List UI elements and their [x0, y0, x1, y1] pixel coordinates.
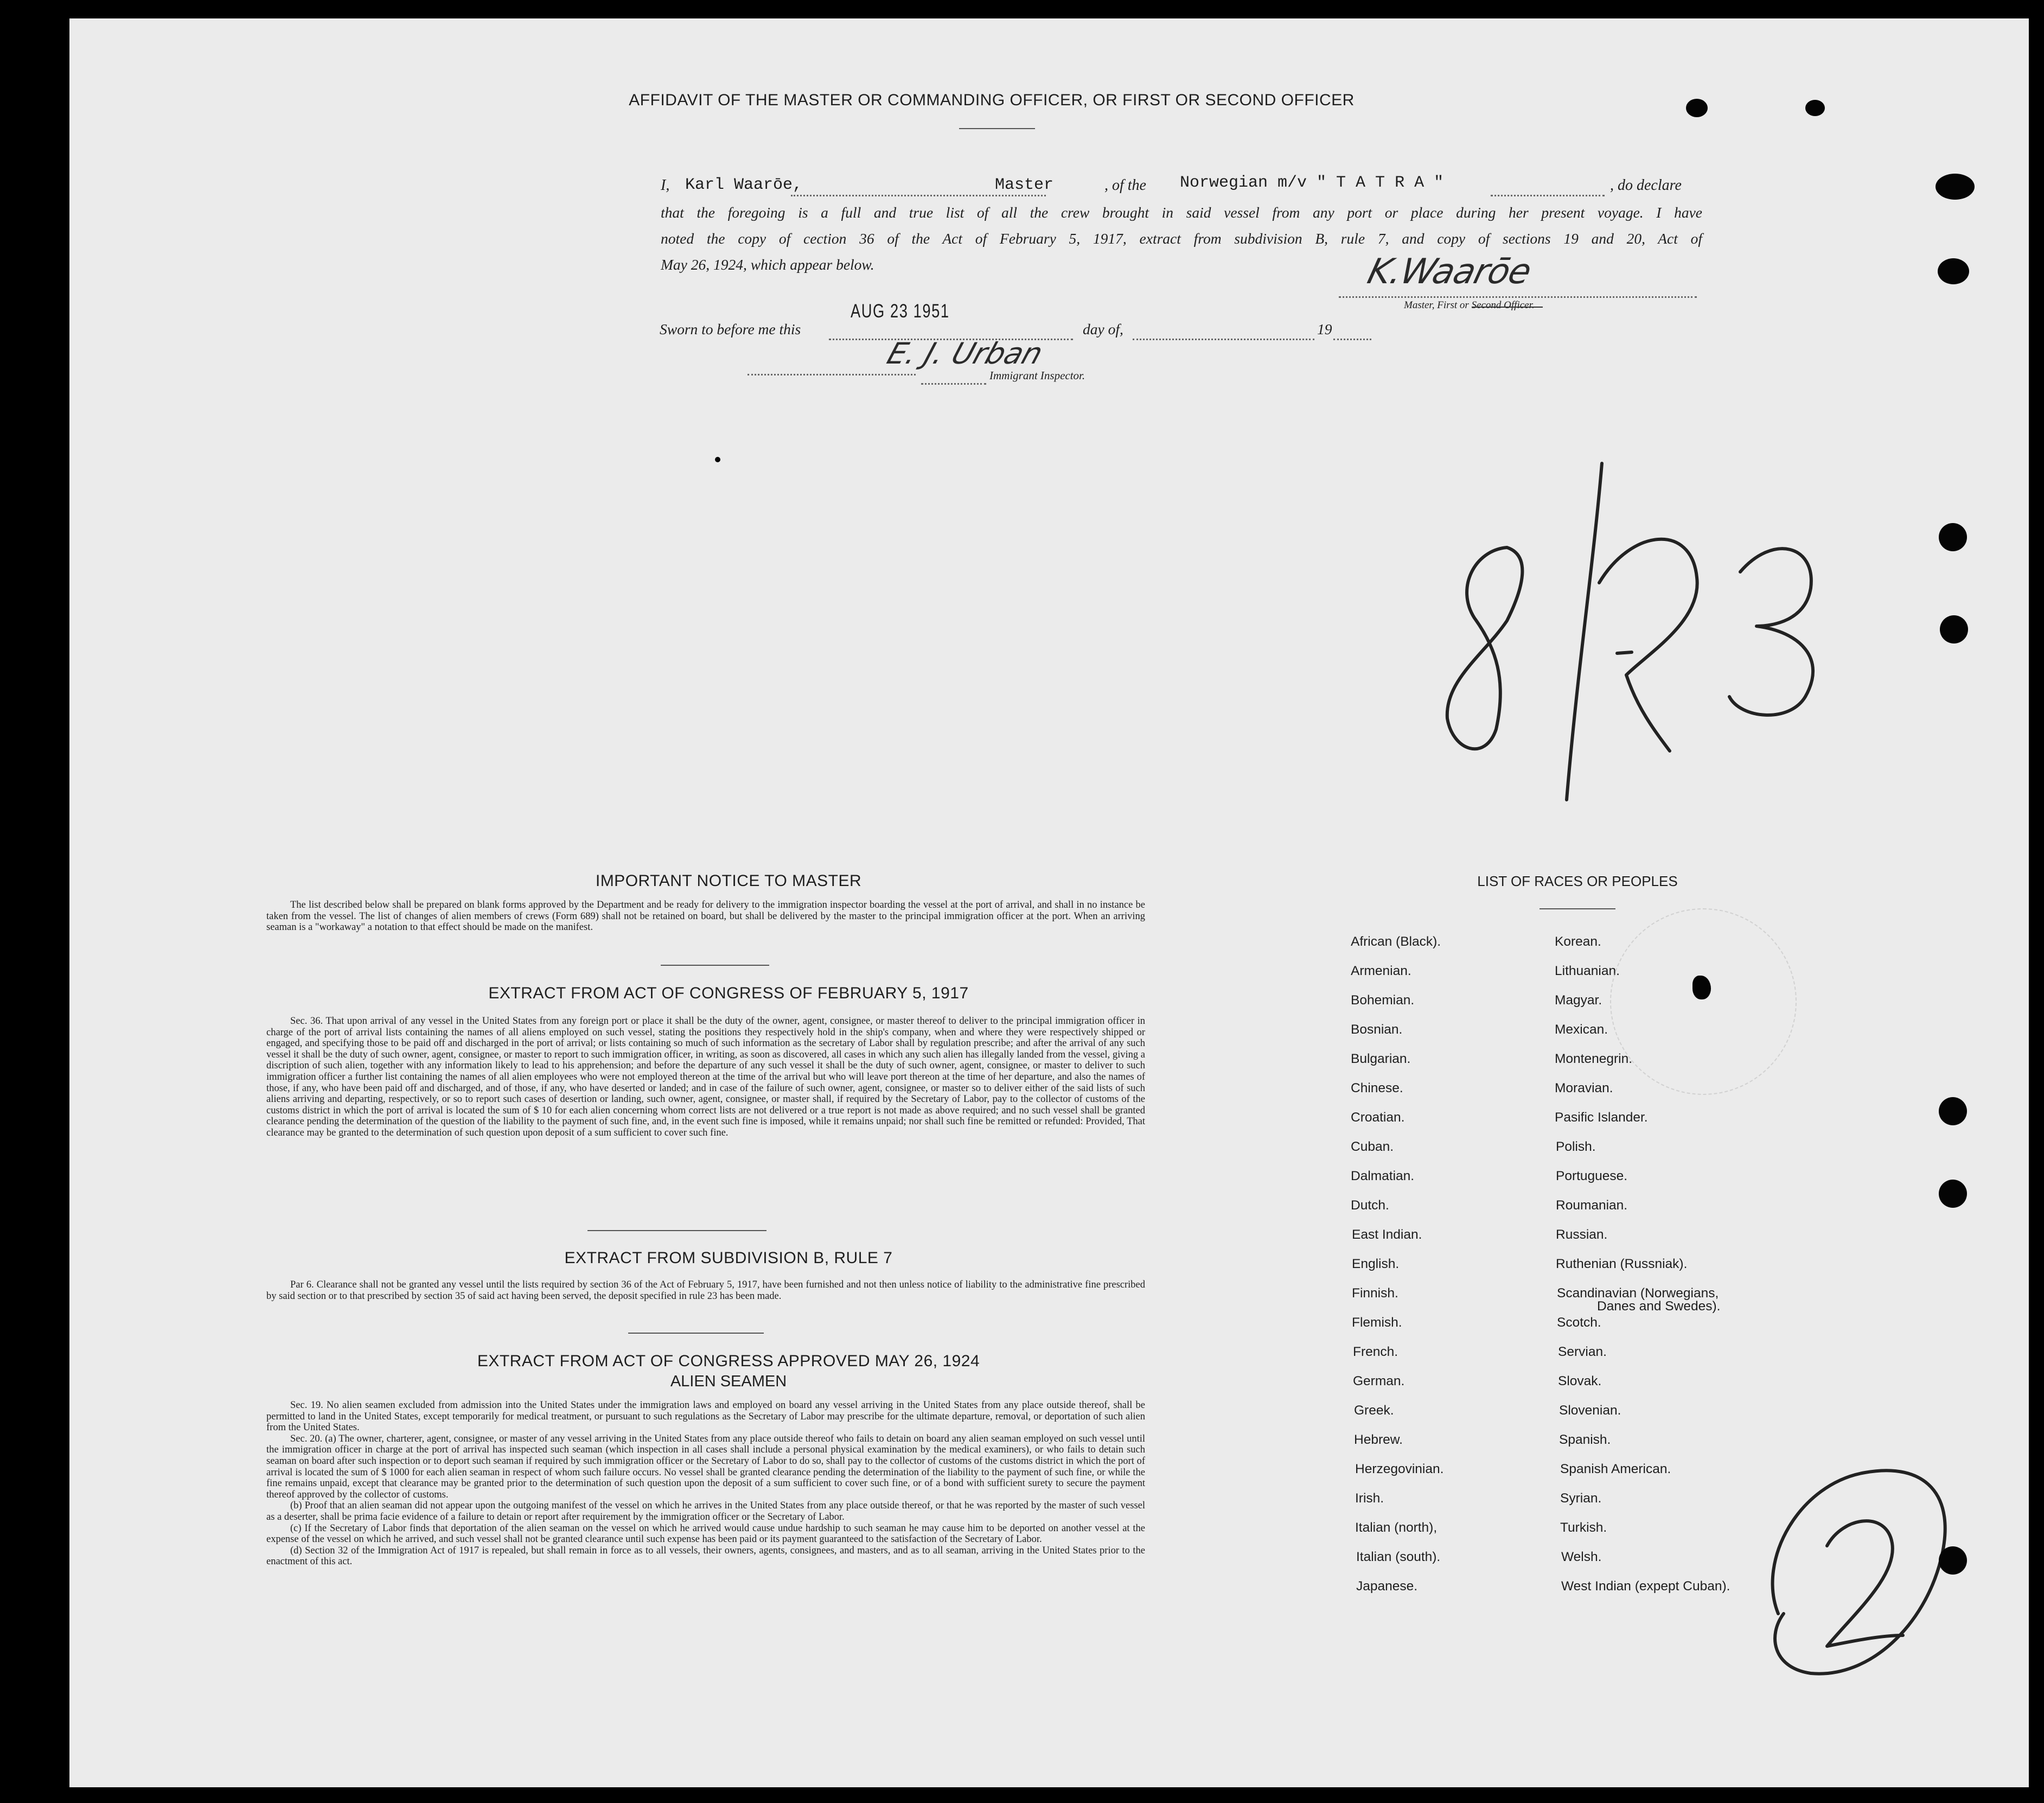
vessel-line [1491, 195, 1605, 196]
punch-hole [1939, 1546, 1967, 1575]
inspector-signature: E. J. Urban [883, 336, 1047, 371]
punch-hole [1939, 523, 1967, 551]
race-left-item: Italian (south). [1356, 1550, 1441, 1564]
declaration-line-2: noted the copy of cection 36 of the Act of February 5, 1917, extract from subdivision B, rule 7, and copy of sections 19 and 20, Act of [661, 230, 1702, 247]
race-left-item: Italian (north), [1355, 1520, 1438, 1535]
sec19-text: Sec. 19. No alien seamen excluded from admission into the United States under the immigration laws and employed on board any vessel arriving in the United States from any place outside thereof, shall be permitted to land in the United States, except temporarily for medical treatment, or pursuant to such regulations as the Secretary of Labor may prescribe for the ultimate departure, removal, or deportation of such alien from the United States. [266, 1400, 1145, 1434]
race-right-item: Syrian. [1560, 1491, 1602, 1506]
punch-hole [1939, 1097, 1967, 1125]
do-declare-label: , do declare [1610, 177, 1682, 194]
rule7-divider [628, 1333, 764, 1334]
race-left-item: Japanese. [1356, 1579, 1418, 1594]
rule7-body [266, 1279, 1145, 1302]
race-left-item: East Indian. [1352, 1227, 1422, 1242]
race-left-item: Chinese. [1351, 1081, 1403, 1095]
race-left-item: Bohemian. [1351, 993, 1415, 1008]
race-right-item: Portuguese. [1556, 1169, 1628, 1183]
race-right-item: Servian. [1558, 1345, 1607, 1359]
ink-speck [715, 457, 720, 462]
punch-hole [1939, 1180, 1967, 1208]
sec20c-text: (c) If the Secretary of Labor finds that deportation of the alien seaman on the vessel on which he arrived would cause undue hardship to such seaman he may cause him to be deported on another vessel at the expense of the vessel on which he arrived, and such vessel shall not be granted clearance until such expense has been paid or its payment guaranteed to the satisfaction of the Secretary of Labor. [266, 1522, 1145, 1545]
race-right-item: Roumanian. [1556, 1198, 1628, 1213]
race-left-item: Hebrew. [1354, 1432, 1403, 1447]
extract-1924-body [266, 1400, 1145, 1568]
faint-stamp [1610, 908, 1797, 1095]
race-left-item: Armenian. [1351, 964, 1411, 978]
race-right-item: Russian. [1556, 1227, 1608, 1242]
punch-hole [1805, 100, 1825, 116]
race-left-item: Irish. [1355, 1491, 1384, 1506]
extract-1917-body [266, 1016, 1145, 1139]
races-title: LIST OF RACES OR PEOPLES [1477, 873, 1678, 889]
day-line [1133, 339, 1314, 340]
notice-title: IMPORTANT NOTICE TO MASTER [595, 872, 862, 890]
declaration-line-1: that the foregoing is a full and true list of all the crew brought in said vessel from any port or place during her present voyage. I have [661, 204, 1702, 221]
date-stamp: AUG 23 1951 [851, 301, 950, 322]
document-page [69, 18, 2029, 1787]
race-right-item: Korean. [1555, 934, 1601, 949]
strike-through [1472, 307, 1543, 308]
sec20a-text: Sec. 20. (a) The owner, charterer, agent, consignee, or master of any vessel arriving in the United States from any place outside thereof who fails to detain on board any alien seaman employed on such vessel until the immigration officer in charge at the port of arrival has inspected such seaman (which inspection in all cases shall include a personal physical examination by the medical examiners), or who fails to detain such seaman on board after such inspection or to deport such seaman if required by such immigration officer or the Secretary of Labor to do so, shall pay to the collector of customs of the customs district in which the port of arrival is located the sum of $ 1000 for each alien seaman in respect of whom such failure occurs. No vessel shall be granted clearance pending the determination of the liability to the payment of such fine, or while the fine remains unpaid, except that clearance may be granted prior to the determination of such question upon the deposit of a sum sufficient to cover such fine, or of a bond with sufficient surety to secure the payment thereof approved by the collector of customs. [266, 1433, 1145, 1500]
race-left-item: Greek. [1354, 1403, 1394, 1418]
handwritten-date-note [1415, 425, 1849, 816]
race-right-item: Magyar. [1555, 993, 1602, 1008]
notice-body [266, 900, 1145, 933]
race-right-item: Spanish American. [1560, 1462, 1671, 1476]
day-of-label: day of, [1083, 321, 1123, 337]
declaration-line-3: May 26, 1924, which appear below. [661, 256, 874, 273]
inspector-caption: Immigrant Inspector. [989, 369, 1085, 382]
extract-1917-text: Sec. 36. That upon arrival of any vessel in the United States from any foreign port or place it shall be the duty of the owner, agent, consignee, or master thereof to deliver to the principal immigration officer in charge of the port of arrival lists containing the names of all aliens employed on such vessel, stating the positions they respectively hold in the ship's company, when and where they were respectively shipped or engaged, and specifying those to be paid off and discharged in the port of arrival; or lists containing so much of such information as the secretary of Labor shall by regulation prescribe; and after the arrival of any such vessel it shall be the duty of such owner, agent, consignee, or master to report to such immigration officer, in writing, as soon as discovered, all cases in which any such alien has illegally landed from the vessel, giving a discription of such alien, together with any information likely to lead to his apprehension; and before the departure of any such vessel it shall be the duty of such owner, agent, consignee, or master to deliver to such immigration officer a further list containing the names of all alien employees who were not employed thereon at the time of the arrival but who will leave port thereon at the time of her departure, and also the names of those, if any, who have been paid off and discharged, and of those, if any, who have deserted or landed; and in case of the failure of such owner, agent, consignee, or master so to deliver either of the said lists of such aliens arriving and departing, respectively, or so to report such cases of desertion or landing, such owner, agent, consignee, or master shall, if required by the Secretary of Labor, pay to the collector of customs of the customs district in which the port of arrival is located the sum of $ 10 for each alien concerning whom correct lists are not delivered or a true report is not made as above required; and no such vessel shall be granted clearance pending the determination of the question of the liability to the payment of such fine, and, in the event such fine is imposed, while it remains unpaid; nor shall such fine be remitted or refunded: Provided, That clearance may be granted to the determination of such question upon deposit of a sum sufficient to cover such fine. [266, 1016, 1145, 1138]
extract-1917-divider [587, 1230, 766, 1231]
name-line [791, 195, 1046, 196]
race-right-item: Ruthenian (Russniak). [1556, 1257, 1688, 1271]
race-right-item: Mexican. [1555, 1022, 1608, 1037]
race-left-item: Finnish. [1352, 1286, 1398, 1301]
inspector-line-b [921, 383, 986, 385]
race-left-item: French. [1353, 1345, 1398, 1359]
race-left-item: Flemish. [1352, 1315, 1402, 1330]
rule7-title: EXTRACT FROM SUBDIVISION B, RULE 7 [564, 1249, 893, 1267]
race-left-item: African (Black). [1351, 934, 1441, 949]
race-left-item: Bulgarian. [1351, 1052, 1411, 1066]
race-left-item: Cuban. [1351, 1139, 1394, 1154]
of-the-label: , of the [1104, 177, 1146, 194]
race-right-item: Montenegrin. [1555, 1052, 1633, 1066]
title-divider [959, 128, 1035, 129]
race-left-item: English. [1352, 1257, 1400, 1271]
race-left-item: Dutch. [1351, 1198, 1389, 1213]
race-right-item-cont: Danes and Swedes). [1597, 1299, 1721, 1314]
extract-1924-subtitle: ALIEN SEAMEN [670, 1373, 787, 1390]
master-name: Karl Waarōe, [685, 176, 803, 194]
sworn-label: Sworn to before me this [660, 321, 801, 337]
sec20b-text: (b) Proof that an alien seaman did not appear upon the outgoing manifest of the vessel on which he arrives in the United States from any place outside thereof, or that he was reported by the master of such vessel as a deserter, shall be prima facie evidence of a failure to detain or report after requirement by the immigration officer or the Secretary of Labor. [266, 1500, 1145, 1522]
punch-hole [1938, 258, 1969, 284]
year-line [1333, 339, 1371, 340]
race-right-item: West Indian (expept Cuban). [1561, 1579, 1730, 1594]
race-right-item: Welsh. [1561, 1550, 1602, 1564]
extract-1924-title: EXTRACT FROM ACT OF CONGRESS APPROVED MAY 26, 1924 [477, 1352, 980, 1370]
race-right-item: Polish. [1556, 1139, 1596, 1154]
circled-number-annotation [1746, 1451, 1973, 1700]
rule7-text: Par 6. Clearance shall not be granted any vessel until the lists required by section 36 of the Act of February 5, 1917, have been furnished and not then unless notice of liability to the administrative fine prescribed by said section or to that prescribed by section 35 of said act having been served, the deposit specified in rule 23 has been made. [266, 1279, 1145, 1302]
master-caption: Master, First or Second Officer. [1404, 300, 1535, 311]
inspector-line-a [748, 374, 916, 375]
extract-1917-title: EXTRACT FROM ACT OF CONGRESS OF FEBRUARY 5, 1917 [488, 984, 969, 1002]
race-left-item: Dalmatian. [1351, 1169, 1415, 1183]
race-right-item: Spanish. [1559, 1432, 1611, 1447]
ink-blot [1692, 976, 1711, 999]
notice-body-text: The list described below shall be prepared on blank forms approved by the Department and be ready for delivery to the immigration inspector boarding the vessel at the port of arrival, and shall in no instance be taken from the vessel. The list of changes of alien members of crews (Form 689) shall not be retained on board, but shall be delivered by the master to the principal immigration officer at the port. When an arriving seaman is a "workaway" a notation to that effect should be made on the manifest. [266, 900, 1145, 933]
race-left-item: Croatian. [1351, 1110, 1405, 1125]
race-right-item: Slovak. [1558, 1374, 1602, 1388]
affidavit-title: AFFIDAVIT OF THE MASTER OR COMMANDING OFFICER, OR FIRST OR SECOND OFFICER [629, 91, 1355, 109]
race-left-item: Bosnian. [1351, 1022, 1403, 1037]
punch-hole [1940, 615, 1968, 644]
master-signature: K.Waarōe [1363, 252, 1535, 292]
race-left-item: German. [1353, 1374, 1405, 1388]
race-right-item: Scotch. [1557, 1315, 1601, 1330]
notice-divider [661, 965, 769, 966]
punch-hole [1686, 99, 1708, 117]
race-right-item: Moravian. [1555, 1081, 1613, 1095]
punch-hole [1936, 174, 1975, 200]
sec20d-text: (d) Section 32 of the Immigration Act of 1917 is repealed, but shall remain in force as to all vessels, their owners, agents, consignees, and masters, and as to all seaman, arriving in the United States prior to the enactment of this act. [266, 1545, 1145, 1568]
year-label: 19 [1317, 321, 1332, 337]
vessel-name: Norwegian m/v " T A T R A " [1180, 174, 1444, 192]
i-label: I, [661, 177, 670, 194]
races-divider [1540, 908, 1615, 909]
race-right-item: Slovenian. [1559, 1403, 1621, 1418]
race-right-item: Turkish. [1560, 1520, 1607, 1535]
rank: Master [995, 176, 1054, 194]
master-signature-line [1339, 296, 1697, 298]
race-right-item: Scandinavian (Norwegians, [1557, 1286, 1719, 1301]
race-left-item: Herzegovinian. [1355, 1462, 1444, 1476]
race-right-item: Lithuanian. [1555, 964, 1620, 978]
race-right-item: Pasific Islander. [1555, 1110, 1648, 1125]
